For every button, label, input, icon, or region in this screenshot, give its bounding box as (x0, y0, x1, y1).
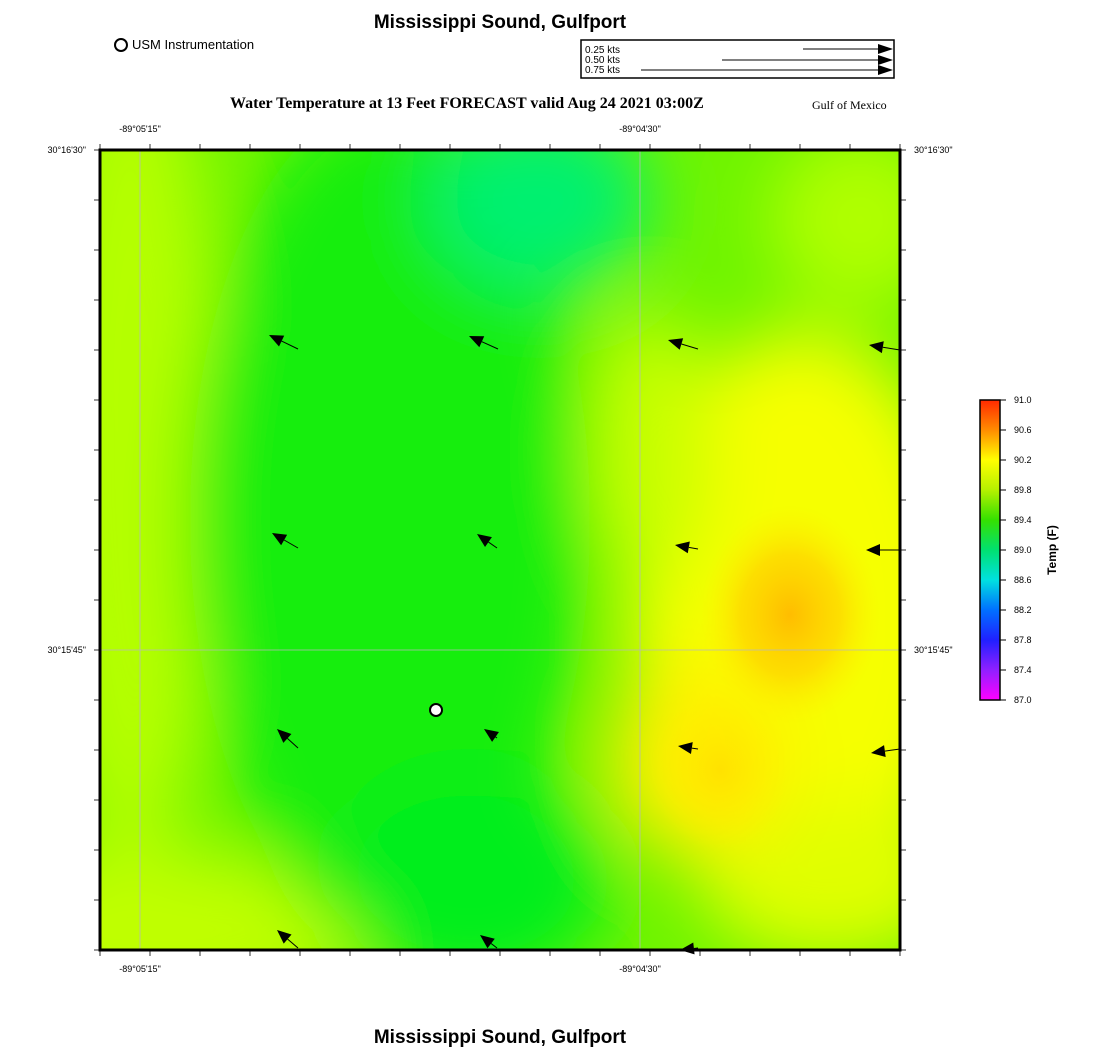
colorbar-tick-label: 88.2 (1014, 605, 1032, 615)
colorbar-tick-label: 90.2 (1014, 455, 1032, 465)
colorbar-tick-label: 89.8 (1014, 485, 1032, 495)
vector-scale-label-1: 0.25 kts (585, 45, 621, 56)
vector-scale-label-3: 0.75 kts (585, 65, 621, 76)
bottom-title: Mississippi Sound, Gulfport (373, 1027, 627, 1048)
region-label: Gulf of Mexico (812, 98, 887, 112)
lat-label-right-2: 30°15'45" (914, 645, 953, 655)
colorbar-label: Temp (F) (1045, 525, 1059, 575)
colorbar-tick-label: 87.0 (1014, 695, 1032, 705)
colorbar-tick-label: 89.0 (1014, 545, 1032, 555)
usm-instrument-station[interactable] (430, 704, 442, 716)
colorbar-tick-label: 89.4 (1014, 515, 1032, 525)
vector-scale-legend (581, 40, 894, 78)
map-title: Mississippi Sound, Gulfport (373, 12, 627, 33)
instrument-legend-label: USM Instrumentation (132, 37, 255, 52)
lon-label-bottom-2: -89°04'30" (619, 964, 661, 974)
temperature-colorbar (980, 395, 1059, 705)
lat-label-right-1: 30°16'30" (914, 145, 953, 155)
lon-label-bottom-1: -89°05'15" (119, 964, 161, 974)
temperature-field (0, 30, 970, 1010)
vector-scale-label-2: 0.50 kts (585, 55, 621, 66)
colorbar-tick-label: 87.8 (1014, 635, 1032, 645)
colorbar-tick-label: 87.4 (1014, 665, 1032, 675)
map-subtitle: Water Temperature at 13 Feet FORECAST valid Aug 24 2021 03:00Z (230, 95, 704, 112)
lat-label-left-2: 30°15'45" (47, 645, 86, 655)
lon-label-top-1: -89°05'15" (119, 124, 161, 134)
colorbar-tick-label: 90.6 (1014, 425, 1032, 435)
lon-label-top-2: -89°04'30" (619, 124, 661, 134)
colorbar-tick-label: 91.0 (1014, 395, 1032, 405)
colorbar-tick-label: 88.6 (1014, 575, 1032, 585)
lat-label-left-1: 30°16'30" (47, 145, 86, 155)
